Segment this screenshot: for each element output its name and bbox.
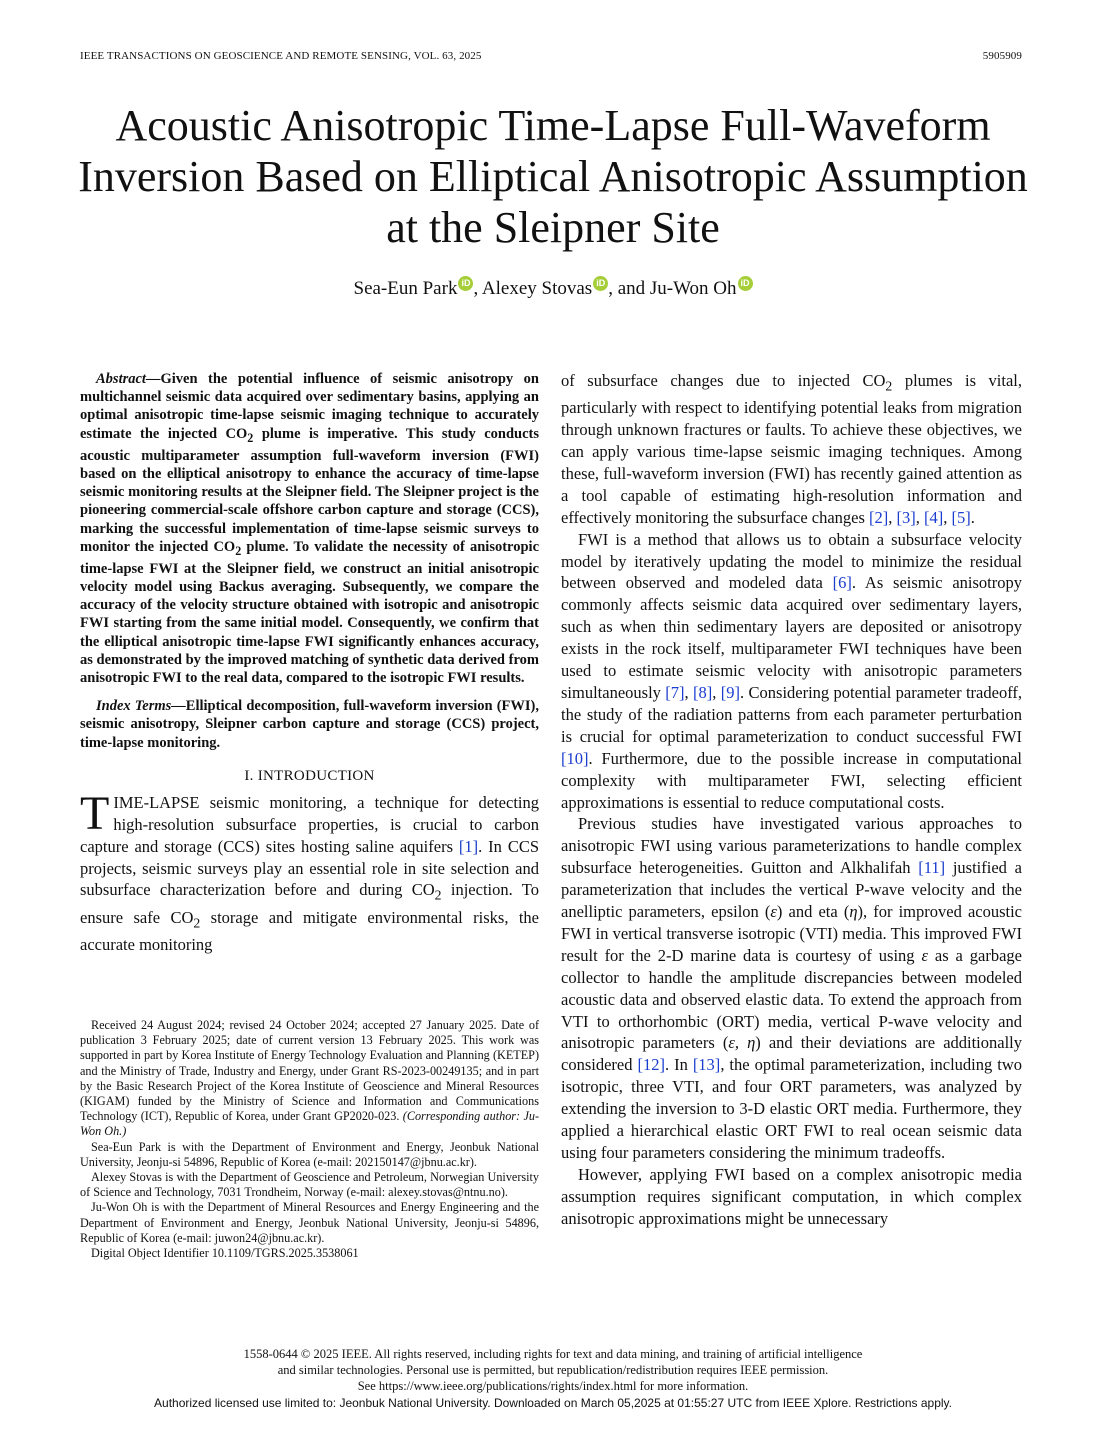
abstract-lead: Abstract— xyxy=(96,371,161,387)
subscript: 2 xyxy=(247,430,254,445)
section-heading-introduction xyxy=(80,766,539,786)
subscript: 2 xyxy=(235,543,242,558)
body-text: as a garbage collector to handle the amplitude discrepancies between modeled acoustic data and observed elastic data. To extend the approach from VTI to orthorhombic (ORT) media, vertical P-wave velocity and anisotropic parameters ( xyxy=(561,945,1022,1053)
body-text: , xyxy=(943,507,952,527)
body-text: Previous studies have investigated various approaches to anisotropic FWI using various parameterizations to handle complex subsurface heterogeneities. Guitton and Alkhalifah xyxy=(561,814,1022,878)
footnote-affiliation: Alexey Stovas is with the Department of Geoscience and Petroleum, Norwegian University of Science and Technology, 7031 Trondheim, Norway (e-mail: alexey.stovas@ntnu.no). xyxy=(80,1170,539,1200)
body-paragraph xyxy=(561,1164,1022,1230)
citation-link[interactable]: [6] xyxy=(832,573,852,593)
copyright-line: and similar technologies. Personal use is permitted, but republication/redistribution requires IEEE permission. xyxy=(277,1363,829,1377)
left-column xyxy=(80,370,539,956)
citation-link[interactable]: [12] xyxy=(637,1055,665,1075)
body-text: . Furthermore, due to the possible increase in computational complexity with multiparameter FWI, selecting efficient approximations is essential to reduce computational costs. xyxy=(561,748,1022,812)
running-header xyxy=(80,50,1022,66)
section-number: I. xyxy=(244,767,258,784)
index-terms xyxy=(80,697,539,752)
copyright-line: 1558-0644 © 2025 IEEE. All rights reserved, including rights for text and data mining, and training of artificial intelligence xyxy=(243,1347,863,1361)
abstract-text: Given the potential influence of seismic anisotropy on multichannel seismic data acquired over sedimentary basins, applying an optimal anisotropic time-lapse seismic imaging technique to accurately estimate the injected CO xyxy=(80,371,539,442)
body-text: ), for improved acoustic FWI in vertical transverse isotropic (VTI) media. This improved FWI result for the 2-D marine data is courtesy of using xyxy=(561,902,1022,965)
math-symbol: ε xyxy=(770,902,777,922)
intro-paragraph xyxy=(80,786,540,956)
authorized-use-notice: Authorized licensed use limited to: Jeonbuk National University. Downloaded on March 05,2025 at 01:55:27 UTC from IEEE Xplore. Restrictions apply. xyxy=(154,1396,952,1410)
section-title-rest: NTRODUCTION xyxy=(263,767,375,784)
body-paragraph xyxy=(561,813,1022,1164)
body-text: . In CCS projects, seismic surveys play an essential role in site selection and subsurface characterization before and during CO xyxy=(80,836,540,900)
journal-name: IEEE TRANSACTIONS ON GEOSCIENCE AND REMOTE SENSING, VOL. 63, 2025 xyxy=(80,50,482,62)
body-text: FWI is a method that allows us to obtain a subsurface velocity model by iteratively updating the model to minimize the residual between observed and modeled data xyxy=(561,529,1022,593)
abstract-text: plume. To validate the necessity of anisotropic time-lapse FWI at the Sleipner field, we construct an initial anisotropic velocity model using Backus averaging. Subsequently, we compare the accuracy of the velocity structure obtained with isotropic and anisotropic FWI starting from the same initial model. Consequently, we confirm that the elliptical anisotropic time-lapse FWI significantly enhances accuracy, as demonstrated by the improved matching of synthetic data derived from anisotropic FWI to the real data, compared to the isotropic FWI results. xyxy=(80,538,540,687)
abstract-text: plume is imperative. This study conducts acoustic multiparameter assumption full-waveform inversion (FWI) based on the elliptical anisotropy to enhance the accuracy of time-lapse seismic monitoring results at the Sleipner field. The Sleipner project is the pioneering commercial-scale offshore carbon capture and storage (CCS), marking the successful implementation of time-lapse seismic surveys to monitor the injected CO xyxy=(80,425,539,555)
body-text: However, applying FWI based on a complex anisotropic media assumption requires significant computation, in which complex anisotropic approximations might be unnecessary xyxy=(561,1164,1022,1228)
abstract xyxy=(80,370,539,687)
math-symbol: ε xyxy=(921,945,928,965)
footnote-received xyxy=(80,1018,539,1140)
author-name: Sea-Eun Park xyxy=(353,278,458,299)
section-initial: I xyxy=(257,767,264,784)
body-text: of subsurface changes due to injected CO xyxy=(561,371,886,390)
footnote-affiliation: Sea-Eun Park is with the Department of Environment and Energy, Jeonbuk National University, Jeonju-si 54896, Republic of Korea (e-mail: 202150147@jbnu.ac.kr). xyxy=(80,1139,539,1169)
citation-link[interactable]: [10] xyxy=(561,748,589,768)
subscript: 2 xyxy=(434,887,442,903)
body-text: justified a parameterization that includes the vertical P-wave velocity and the anelliptic parameters, epsilon ( xyxy=(561,858,1022,922)
citation-link[interactable]: [2] xyxy=(869,507,889,527)
body-text: ) and their deviations are additionally considered xyxy=(561,1033,1023,1075)
copyright-line: See https://www.ieee.org/publications/rights/index.html for more information. xyxy=(357,1379,749,1393)
body-text: storage and mitigate environmental risks, the accurate monitoring xyxy=(80,907,540,954)
footnote-doi: Digital Object Identifier 10.1109/TGRS.2025.3538061 xyxy=(91,1246,359,1261)
citation-link[interactable]: [11] xyxy=(918,858,946,878)
drop-cap: T xyxy=(80,786,110,840)
math-symbol: ε, η xyxy=(728,1033,756,1053)
citation-link[interactable]: [7] xyxy=(665,682,685,702)
body-text: . xyxy=(970,507,975,527)
citation-link[interactable]: [13] xyxy=(692,1055,721,1075)
footnote-text: Received 24 August 2024; revised 24 October 2024; accepted 27 January 2025. Date of publication 3 February 2025; date of current version 13 February 2025. This work was supported in part by Korea Institute of Energy Technology Evaluation and Planning (KETEP) and the Ministry of Trade, Industry and Energy, under Grant RS-2023-00249135; and in part by the Basic Research Project of the Korea Institute of Geoscience and Mineral Resources (KIGAM) funded by the Ministry of Science and Information and Communications Technology (ICT), Republic of Korea, under Grant GP2020-023. xyxy=(80,1018,539,1124)
subscript: 2 xyxy=(885,378,893,394)
body-text: , xyxy=(915,507,925,527)
author-name: Alexey Stovas xyxy=(481,278,593,299)
body-text: , xyxy=(684,682,694,702)
footnotes xyxy=(80,1018,539,1261)
body-text: . Considering potential parameter tradeoff, the study of the radiation patterns from each parameter perturbation is crucial for optimal parameterization to conduct successful FWI xyxy=(561,682,1023,746)
body-text: , xyxy=(712,682,721,702)
right-column xyxy=(561,370,1022,1230)
author-name: Ju-Won Oh xyxy=(649,278,737,299)
author-separator: , xyxy=(473,278,482,299)
body-text: plumes is vital, particularly with respect to identifying potential leaks from migration through unknown fractures or faults. To achieve these objectives, we can apply various time-lapse seismic imaging techniques. Among these, full-waveform inversion (FWI) has recently gained attention as a tool capable of estimating high-resolution information and effectively monitoring the subsurface changes xyxy=(561,371,1022,527)
citation-link[interactable]: [1] xyxy=(458,836,479,856)
orcid-icon[interactable]: iD xyxy=(593,276,608,291)
orcid-icon[interactable]: iD xyxy=(738,276,753,291)
index-terms-text: Elliptical decomposition, full-waveform inversion (FWI), seismic anisotropy, Sleipner carbon capture and storage (CCS) project, time-lapse monitoring. xyxy=(80,698,539,751)
body-paragraph xyxy=(561,529,1022,814)
body-text: ) and eta ( xyxy=(776,902,850,922)
citation-link[interactable]: [5] xyxy=(951,507,971,527)
paper-title: Acoustic Anisotropic Time-Lapse Full-Waveform Inversion Based on Elliptical Anisotropic Assumption at the Sleipner Site xyxy=(78,101,1028,252)
citation-link[interactable]: [8] xyxy=(693,682,713,702)
article-number: 5905909 xyxy=(982,50,1022,62)
body-text: injection. To ensure safe CO xyxy=(80,880,539,927)
corresponding-author: (Corresponding author: Ju-Won Oh.) xyxy=(80,1109,540,1139)
copyright-notice xyxy=(0,1346,1106,1394)
footnote-affiliation: Ju-Won Oh is with the Department of Mineral Resources and Energy Engineering and the Department of Environment and Energy, Jeonbuk National University, Jeonju-si 54896, Republic of Korea (e-mail: juwon24@jbnu.ac.kr). xyxy=(80,1200,539,1245)
body-text: IME-LAPSE seismic monitoring, a technique for detecting high-resolution subsurface properties, is crucial to carbon capture and storage (CCS) sites hosting saline aquifers xyxy=(80,792,539,856)
subscript: 2 xyxy=(193,914,201,930)
citation-link[interactable]: [4] xyxy=(924,507,944,527)
citation-link[interactable]: [3] xyxy=(896,507,916,527)
body-paragraph xyxy=(561,370,1022,529)
citation-link[interactable]: [9] xyxy=(720,682,741,702)
body-text: , xyxy=(888,507,897,527)
author-list xyxy=(0,276,1106,302)
body-text: . In xyxy=(664,1055,693,1075)
body-text: . As seismic anisotropy commonly affects seismic data acquired over sedimentary layers, such as when thin sedimentary layers are deposited or anisotropy exists in the rock itself, multiparameter FWI techniques have been used to estimate seismic velocity with anisotropic parameters simultaneously xyxy=(561,573,1023,702)
index-terms-lead: Index Terms— xyxy=(96,698,186,715)
body-text: , the optimal parameterization, including two isotropic, three VTI, and four ORT parameters, was analyzed by extending the inversion to 3-D elastic ORT media. Furthermore, they applied a hierarchical elastic ORT FWI to real ocean seismic data using four parameters considering the minimum tradeoffs. xyxy=(561,1055,1022,1163)
math-symbol: η xyxy=(849,902,858,922)
orcid-icon[interactable]: iD xyxy=(458,276,473,291)
author-separator: , and xyxy=(608,278,650,299)
